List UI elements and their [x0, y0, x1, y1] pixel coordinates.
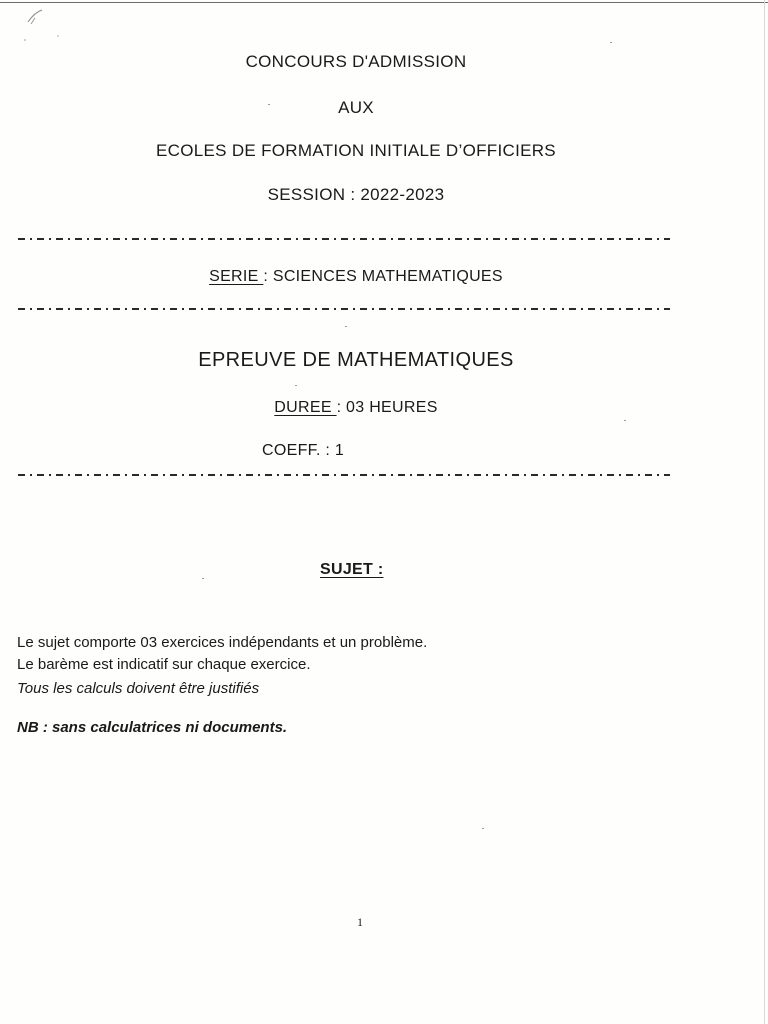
scan-speck — [202, 578, 204, 579]
header-line-1: CONCOURS D'ADMISSION — [245, 52, 467, 71]
scan-speck — [295, 385, 297, 386]
instruction-line-2: Le barème est indicatif sur chaque exercice. — [17, 656, 311, 673]
duree-value: : 03 HEURES — [336, 399, 438, 416]
epreuve-title: EPREUVE DE MATHEMATIQUES — [198, 349, 514, 371]
instruction-line-1: Le sujet comporte 03 exercices indépendants et un problème. — [17, 634, 428, 651]
dashed-separator-1 — [18, 238, 670, 240]
instruction-line-3: Tous les calculs doivent être justifiés — [17, 680, 260, 697]
header-line-2: AUX — [338, 98, 374, 117]
scan-speck — [345, 326, 347, 327]
dashed-separator-2 — [18, 308, 670, 310]
page-number: 1 — [357, 915, 363, 929]
header-line-3: ECOLES DE FORMATION INITIALE D’OFFICIERS — [156, 141, 556, 160]
dashed-separator-3 — [18, 474, 670, 476]
scan-speck — [482, 828, 484, 829]
scan-edge-top — [0, 2, 768, 3]
duree-line — [0, 399, 712, 417]
coeff-line: COEFF. : 1 — [262, 442, 345, 459]
scan-edge-right — [764, 0, 765, 1024]
header-session: SESSION : 2022-2023 — [267, 185, 445, 204]
duree-label: DUREE — [274, 399, 337, 416]
sujet-heading — [320, 561, 383, 579]
scan-speck — [624, 420, 626, 421]
serie-label: SERIE — [209, 268, 264, 285]
pen-mark-icon — [22, 4, 62, 44]
nb-note: NB : sans calculatrices ni documents. — [17, 719, 288, 736]
sujet-heading-text: SUJET : — [320, 561, 384, 578]
serie-line — [0, 268, 712, 286]
serie-value: : SCIENCES MATHEMATIQUES — [263, 268, 503, 285]
scan-speck — [610, 42, 612, 43]
scan-speck — [268, 104, 270, 105]
